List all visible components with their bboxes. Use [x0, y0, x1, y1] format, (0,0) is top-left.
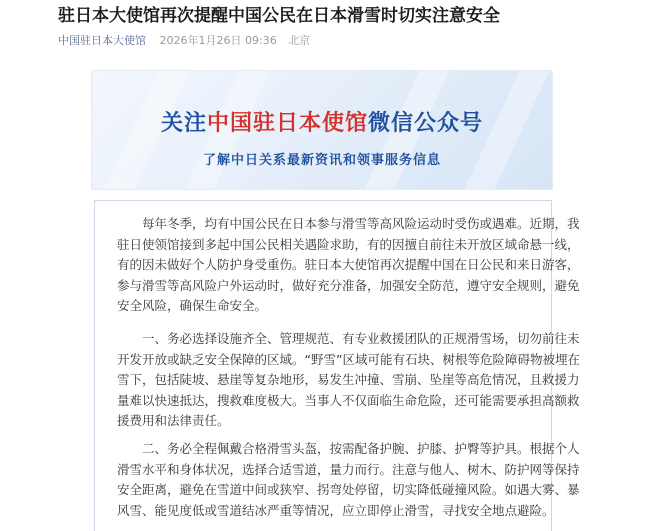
paragraph-line: 参与滑雪等高风险户外运动时，做好充分准备，加强安全防范，遵守安全规则，避免 [117, 277, 580, 293]
wechat-follow-banner[interactable] [91, 70, 553, 190]
paragraph-line: 开发开放或缺乏安全保障的区域。“野雪”区域可能有石块、树根等危险障碍物被埋在 [117, 351, 580, 367]
article-paragraph-3 [117, 439, 580, 521]
paragraph-line: 有的因未做好个人防护身受重伤。驻日本大使馆再次提醒中国在日公民和来日游客， [117, 257, 580, 272]
article-paragraph-2 [117, 329, 580, 432]
paragraph-line: 安全距离，避免在雪道中间或狭窄、拐弯处停留，切实降低碰撞风险。如遇大雾、暴 [117, 482, 580, 497]
paragraph-line: 安全风险，确保生命安全。 [117, 298, 268, 313]
paragraph-line: 一、务必选择设施齐全、管理规范、有专业救援团队的正规滑雪场，切勿前往未 [117, 331, 580, 346]
article-source-link[interactable]: 中国驻日本大使馆 [58, 34, 146, 47]
banner-subtitle: 了解中日关系最新资讯和领事服务信息 [202, 153, 441, 168]
paragraph-line: 风雪、能见度低或雪道结冰严重等情况，应立即停止滑雪，寻找安全地点避险。 [117, 502, 555, 518]
paragraph-line: 二、务必全程佩戴合格滑雪头盔，按需配备护腕、护膝、护臀等护具。根据个人 [117, 441, 580, 456]
banner-title-post: 微信公众号 [368, 111, 484, 136]
article-meta [58, 32, 310, 48]
article-location: 北京 [288, 34, 311, 47]
paragraph-line: 雪下，包括陡坡、悬崖等复杂地形，易发生冲撞、雪崩、坠崖等高危情况，且救援力 [117, 372, 580, 387]
paragraph-line: 驻日使领馆接到多起中国公民相关遇险求助，有的因擅自前往未开放区域命悬一线， [117, 236, 580, 252]
article-time: 2026年1月26日 09:36 [159, 34, 277, 47]
article-title: 驻日本大使馆再次提醒中国公民在日本滑雪时切实注意安全 [58, 6, 500, 26]
paragraph-line: 量难以快速抵达，搜救难度极大。当事人不仅面临生命危险，还可能需要承担高额救 [117, 392, 580, 408]
paragraph-line: 每年冬季，均有中国公民在日本参与滑雪等高风险运动时受伤或遇难。近期，我 [117, 216, 580, 231]
banner-title-pre: 关注 [160, 111, 207, 136]
banner-title [92, 106, 552, 137]
paragraph-line: 滑雪水平和身体状况，选择合适雪道，量力而行。注意与他人、树木、防护网等保持 [117, 461, 580, 477]
banner-title-highlight: 中国驻日本使馆 [206, 111, 368, 136]
article-paragraph-1 [117, 214, 580, 317]
paragraph-line: 援费用和法律责任。 [117, 413, 230, 428]
